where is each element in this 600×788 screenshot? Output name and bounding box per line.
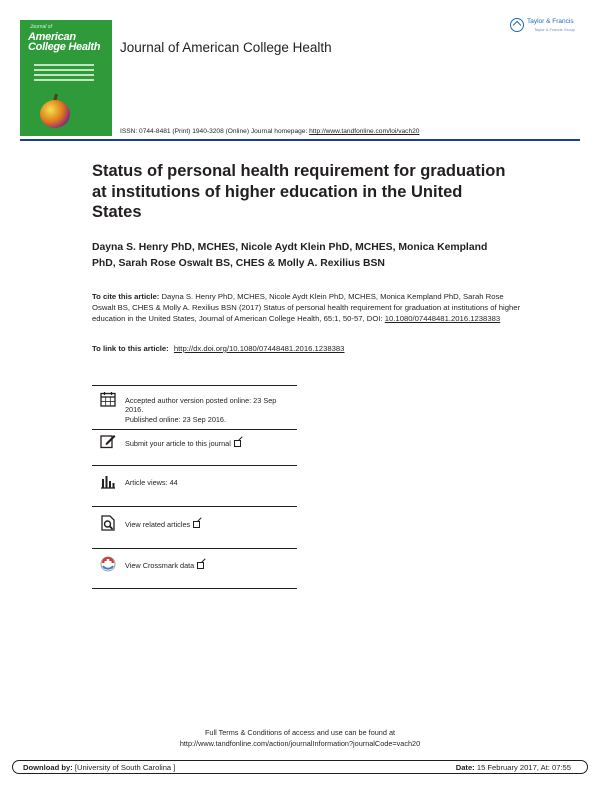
publisher-subname: Taylor & Francis Group [534,27,575,32]
publisher-logo-icon [510,18,524,32]
citation-block [92,291,522,324]
journal-cover-image [20,20,112,136]
crossmark-link[interactable]: View Crossmark data [125,561,195,570]
cover-apple-icon [40,100,70,128]
cover-title: American College Health [28,31,101,53]
issn-text: ISSN: 0744-8481 (Print) 1940-3208 (Online) Journal homepage: [120,128,308,135]
external-link-icon [193,521,200,528]
download-by-value: [University of South Carolina ] [74,763,176,772]
cover-text-lines [34,64,94,84]
download-date-value: 15 February 2017, At: 07:55 [476,763,571,772]
download-by-label: Download by: [23,763,73,772]
download-date-label: Date: [455,763,475,772]
publisher-name: Taylor & Francis [527,18,574,25]
related-articles-link[interactable]: View related articles [125,520,191,529]
journal-title: Journal of American College Health [120,40,332,55]
bar-chart-icon [100,473,116,489]
cover-top-text: Journal of [30,24,52,30]
issn-line [120,128,419,135]
publisher-logo[interactable] [510,16,582,36]
info-divider [92,588,297,589]
published-date: Published online: 23 Sep 2016. [125,414,227,424]
article-doi-url[interactable]: http://dx.doi.org/10.1080/07448481.2016.1238383 [173,344,345,353]
submit-article-row[interactable] [92,429,297,465]
download-info-bar [12,760,588,774]
accepted-date: Accepted author version posted online: 23 Sep 2016. [125,396,277,415]
related-articles-row[interactable] [92,506,297,548]
terms-url[interactable]: http://www.tandfonline.com/action/journalInformation?journalCode=vach20 [179,739,421,748]
terms-notice [0,727,600,749]
article-views: Article views: 44 [125,478,178,487]
download-date [456,763,571,772]
external-link-icon [197,562,204,569]
external-link-icon [234,440,241,447]
terms-text: Full Terms & Conditions of access and use can be found at [204,728,396,737]
article-link-line [92,344,344,353]
article-title: Status of personal health requirement for graduation at institutions of higher education in the United States [92,162,506,221]
publication-dates-row [92,385,297,429]
header-divider [20,139,580,141]
journal-homepage-link[interactable]: http://www.tandfonline.com/loi/vach20 [309,128,420,135]
crossmark-icon [100,556,116,572]
edit-icon [100,433,116,449]
article-link-label: To link to this article: [92,344,169,353]
download-by [23,763,175,772]
submit-article-link[interactable]: Submit your article to this journal [125,439,231,448]
citation-text: Dayna S. Henry PhD, MCHES, Nicole Aydt Klein PhD, MCHES, Monica Kempland PhD, Sarah Rose Oswalt BS, CHES & Molly A. Rexilius BSN (2017) Status of personal health requirement for graduation at institutions of higher education in the United States, Journal of American College Health, 65:1, 50-57, DOI: [92,292,521,323]
crossmark-row[interactable] [92,548,297,588]
article-views-row [92,465,297,506]
citation-label: To cite this article: [92,292,160,301]
document-search-icon [100,515,116,531]
citation-doi-link[interactable]: 10.1080/07448481.2016.1238383 [384,314,501,323]
calendar-icon [100,391,116,407]
article-authors: Dayna S. Henry PhD, MCHES, Nicole Aydt Klein PhD, MCHES, Monica Kempland PhD, Sarah Rose Oswalt BS, CHES & Molly A. Rexilius BSN [92,242,488,269]
